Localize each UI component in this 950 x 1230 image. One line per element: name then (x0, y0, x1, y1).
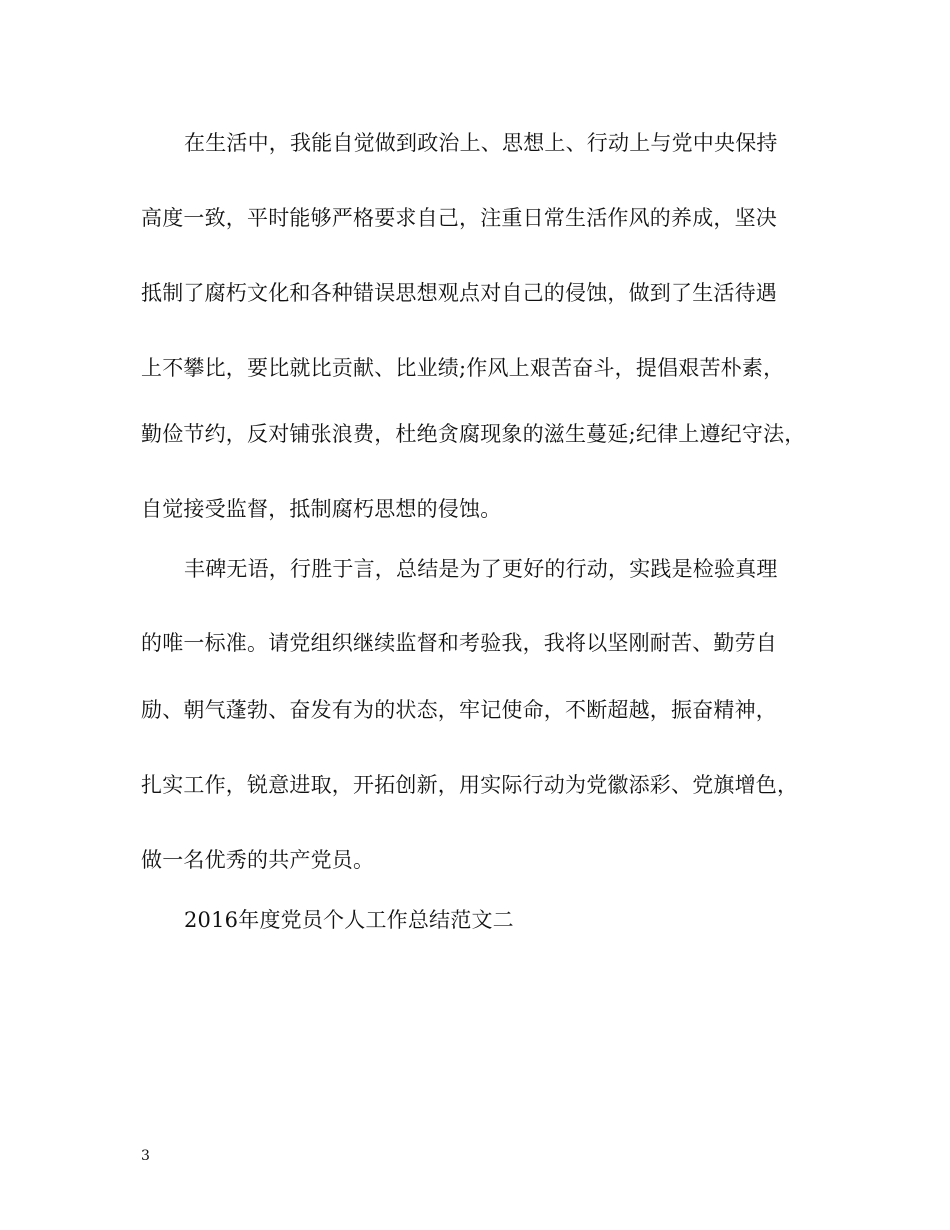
paragraph-1-line-5: 勤俭节约，反对铺张浪费，杜绝贪腐现象的滋生蔓延;纪律上遵纪守法， (141, 422, 806, 446)
page-number: 3 (141, 1148, 150, 1164)
paragraph-2-line-4: 扎实工作，锐意进取，开拓创新，用实际行动为党徽添彩、党旗增色， (141, 773, 799, 797)
paragraph-2-line-1: 丰碑无语，行胜于言，总结是为了更好的行动，实践是检验真理 (184, 557, 778, 581)
paragraph-2-line-2: 的唯一标准。请党组织继续监督和考验我，我将以坚刚耐苦、勤劳自 (141, 631, 777, 655)
paragraph-1-line-2: 高度一致，平时能够严格要求自己，注重日常生活作风的养成，坚决 (141, 206, 777, 230)
paragraph-1-line-3: 抵制了腐朽文化和各种错误思想观点对自己的侵蚀，做到了生活待遇 (141, 281, 777, 305)
paragraph-2-line-5: 做一名优秀的共产党员。 (141, 848, 375, 872)
paragraph-1-line-4: 上不攀比，要比就比贡献、比业绩;作风上艰苦奋斗，提倡艰苦朴素， (141, 356, 785, 380)
paragraph-1-line-6: 自觉接受监督，抵制腐朽思想的侵蚀。 (141, 497, 502, 521)
section-heading: 2016年度党员个人工作总结范文二 (184, 908, 514, 932)
paragraph-2-line-3: 励、朝气蓬勃、奋发有为的状态，牢记使命，不断超越，振奋精神， (141, 698, 777, 722)
paragraph-1-line-1: 在生活中，我能自觉做到政治上、思想上、行动上与党中央保持 (184, 131, 778, 155)
